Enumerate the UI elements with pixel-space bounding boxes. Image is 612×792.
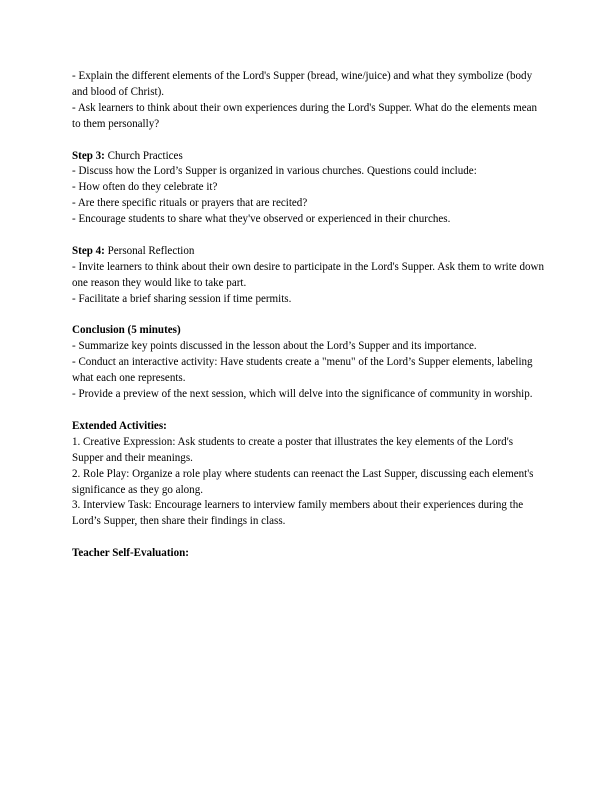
step4-label: Step 4: xyxy=(72,244,105,257)
step3-line: - Are there specific rituals or prayers that are recited? xyxy=(72,197,308,210)
spacer xyxy=(72,133,544,149)
step3-heading xyxy=(72,149,544,165)
extended-line: 2. Role Play: Organize a role play where students can reenact the Last Supper, discussing each element's significance as they go along. xyxy=(72,467,534,496)
step3-label: Step 3: xyxy=(72,149,105,162)
intro-line: - Explain the different elements of the Lord's Supper (bread, wine/juice) and what they symbolize (body and blood of Christ). xyxy=(72,70,533,98)
evaluation-heading: Teacher Self-Evaluation: xyxy=(72,547,189,560)
intro-section xyxy=(72,69,544,133)
step4-line: - Invite learners to think about their own desire to participate in the Lord's Supper. Ask them to write down one reason they would like to take part. xyxy=(72,260,544,289)
spacer xyxy=(72,530,544,546)
step4-heading xyxy=(72,244,544,260)
step3-line: - Encourage students to share what they've observed or experienced in their churches. xyxy=(72,213,451,226)
extended-line: 1. Creative Expression: Ask students to create a poster that illustrates the key elements of the Lord's Supper and their meanings. xyxy=(72,435,513,464)
step4-title: Personal Reflection xyxy=(104,244,195,257)
spacer xyxy=(72,228,544,244)
evaluation-section xyxy=(72,546,544,562)
spacer xyxy=(72,308,544,324)
step3-section xyxy=(72,149,544,229)
intro-line: - Ask learners to think about their own experiences during the Lord's Supper. What do the elements mean to them personally? xyxy=(72,101,538,130)
conclusion-line: - Summarize key points discussed in the lesson about the Lord’s Supper and its importance. xyxy=(72,340,477,353)
spacer xyxy=(72,403,544,419)
step4-section xyxy=(72,244,544,308)
extended-line: 3. Interview Task: Encourage learners to interview family members about their experiences during the Lord’s Supper, then share their findings in class. xyxy=(72,499,524,528)
step3-line: - How often do they celebrate it? xyxy=(72,181,218,194)
conclusion-line: - Provide a preview of the next session, which will delve into the significance of community in worship. xyxy=(72,388,533,401)
extended-heading: Extended Activities: xyxy=(72,419,167,432)
document-body xyxy=(72,69,544,562)
step4-line: - Facilitate a brief sharing session if time permits. xyxy=(72,292,292,305)
extended-section xyxy=(72,419,544,530)
conclusion-line: - Conduct an interactive activity: Have students create a "menu" of the Lord’s Supper elements, labeling what each one represents. xyxy=(72,356,533,385)
step3-title: Church Practices xyxy=(104,149,183,162)
conclusion-heading: Conclusion (5 minutes) xyxy=(72,324,181,337)
conclusion-section xyxy=(72,323,544,403)
step3-line: - Discuss how the Lord’s Supper is organized in various churches. Questions could include: xyxy=(72,165,477,178)
